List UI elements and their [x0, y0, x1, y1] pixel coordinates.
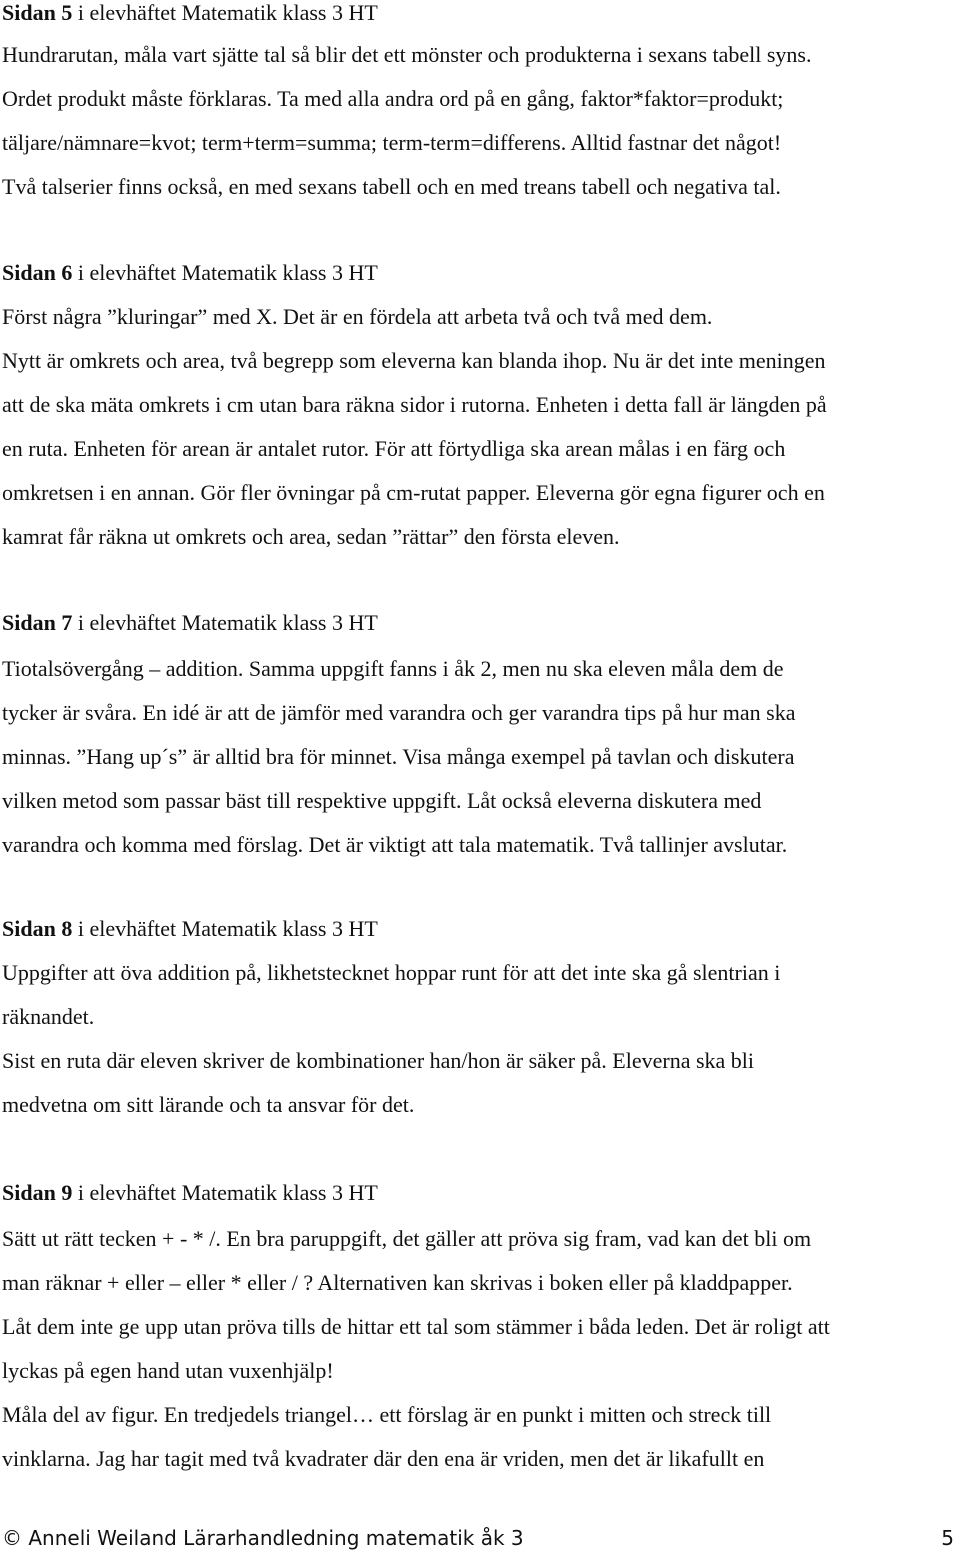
paragraph-line: lyckas på egen hand utan vuxenhjälp! — [2, 1358, 334, 1383]
section-sidan-8 — [2, 914, 958, 1134]
section-sidan-9 — [2, 1178, 958, 1488]
paragraph-line: Hundrarutan, måla vart sjätte tal så blir det ett mönster och produkterna i sexans tabell syns. — [2, 42, 812, 67]
section-sidan-5 — [2, 0, 958, 210]
section-heading-title: i elevhäftet Matematik klass 3 HT — [72, 0, 378, 25]
paragraph-line: minnas. ”Hang up´s” är alltid bra för minnet. Visa många exempel på tavlan och diskutera — [2, 744, 795, 769]
page-footer — [0, 1522, 958, 1554]
section-heading — [2, 914, 378, 944]
section-heading-title: i elevhäftet Matematik klass 3 HT — [72, 1180, 378, 1205]
paragraph-line: en ruta. Enheten för arean är antalet rutor. För att förtydliga ska arean målas i en färg och — [2, 436, 786, 461]
section-heading-page: Sidan 5 — [2, 0, 73, 25]
paragraph-line: man räknar + eller – eller * eller / ? Alternativen kan skrivas i boken eller på kladdpapper. — [2, 1270, 793, 1295]
paragraph-line: vilken metod som passar bäst till respektive uppgift. Låt också eleverna diskutera med — [2, 788, 762, 813]
section-heading-title: i elevhäftet Matematik klass 3 HT — [72, 610, 378, 635]
section-heading-title: i elevhäftet Matematik klass 3 HT — [72, 916, 378, 941]
section-heading — [2, 1178, 378, 1208]
section-heading-page: Sidan 7 — [2, 610, 73, 635]
section-heading-page: Sidan 8 — [2, 916, 73, 941]
paragraph-line: vinklarna. Jag har tagit med två kvadrater där den ena är vriden, men det är likafullt en — [2, 1446, 765, 1471]
section-sidan-7 — [2, 608, 958, 868]
paragraph-line: Måla del av figur. En tredjedels triangel… ett förslag är en punkt i mitten och streck till — [2, 1402, 772, 1427]
section-heading — [2, 608, 378, 638]
paragraph-line: medvetna om sitt lärande och ta ansvar för det. — [2, 1092, 415, 1117]
section-heading-page: Sidan 9 — [2, 1180, 73, 1205]
footer-copyright: © Anneli Weiland Lärarhandledning matematik åk 3 — [2, 1526, 524, 1550]
section-heading — [2, 258, 378, 288]
paragraph-line: att de ska mäta omkrets i cm utan bara räkna sidor i rutorna. Enheten i detta fall är längden på — [2, 392, 827, 417]
paragraph-line: Uppgifter att öva addition på, likhetstecknet hoppar runt för att det inte ska gå slentrian i — [2, 960, 781, 985]
paragraph-line: Ordet produkt måste förklaras. Ta med alla andra ord på en gång, faktor*faktor=produkt; — [2, 86, 784, 111]
section-heading-page: Sidan 6 — [2, 260, 73, 285]
paragraph-line: Sätt ut rätt tecken + - * /. En bra paruppgift, det gäller att pröva sig fram, vad kan det bli om — [2, 1226, 812, 1251]
page-number: 5 — [941, 1526, 954, 1550]
section-heading-title: i elevhäftet Matematik klass 3 HT — [72, 260, 378, 285]
paragraph-line: varandra och komma med förslag. Det är viktigt att tala matematik. Två tallinjer avslutar. — [2, 832, 788, 857]
paragraph-line: kamrat får räkna ut omkrets och area, sedan ”rättar” den första eleven. — [2, 524, 620, 549]
paragraph-line: Först några ”kluringar” med X. Det är en fördela att arbeta två och två med dem. — [2, 304, 713, 329]
paragraph-line: Tiotalsövergång – addition. Samma uppgift fanns i åk 2, men nu ska eleven måla dem de — [2, 656, 784, 681]
paragraph-line: täljare/nämnare=kvot; term+term=summa; term-term=differens. Alltid fastnar det något! — [2, 130, 782, 155]
section-sidan-6 — [2, 258, 958, 558]
section-heading — [2, 0, 378, 28]
paragraph-line: Två talserier finns också, en med sexans tabell och en med treans tabell och negativa tal. — [2, 174, 781, 199]
paragraph-line: omkretsen i en annan. Gör fler övningar på cm-rutat papper. Eleverna gör egna figurer och en — [2, 480, 825, 505]
paragraph-line: räknandet. — [2, 1004, 95, 1029]
paragraph-line: Låt dem inte ge upp utan pröva tills de hittar ett tal som stämmer i båda leden. Det är roligt att — [2, 1314, 830, 1339]
paragraph-line: Nytt är omkrets och area, två begrepp som eleverna kan blanda ihop. Nu är det inte meningen — [2, 348, 826, 373]
paragraph-line: tycker är svåra. En idé är att de jämför med varandra och ger varandra tips på hur man ska — [2, 700, 796, 725]
paragraph-line: Sist en ruta där eleven skriver de kombinationer han/hon är säker på. Eleverna ska bli — [2, 1048, 755, 1073]
